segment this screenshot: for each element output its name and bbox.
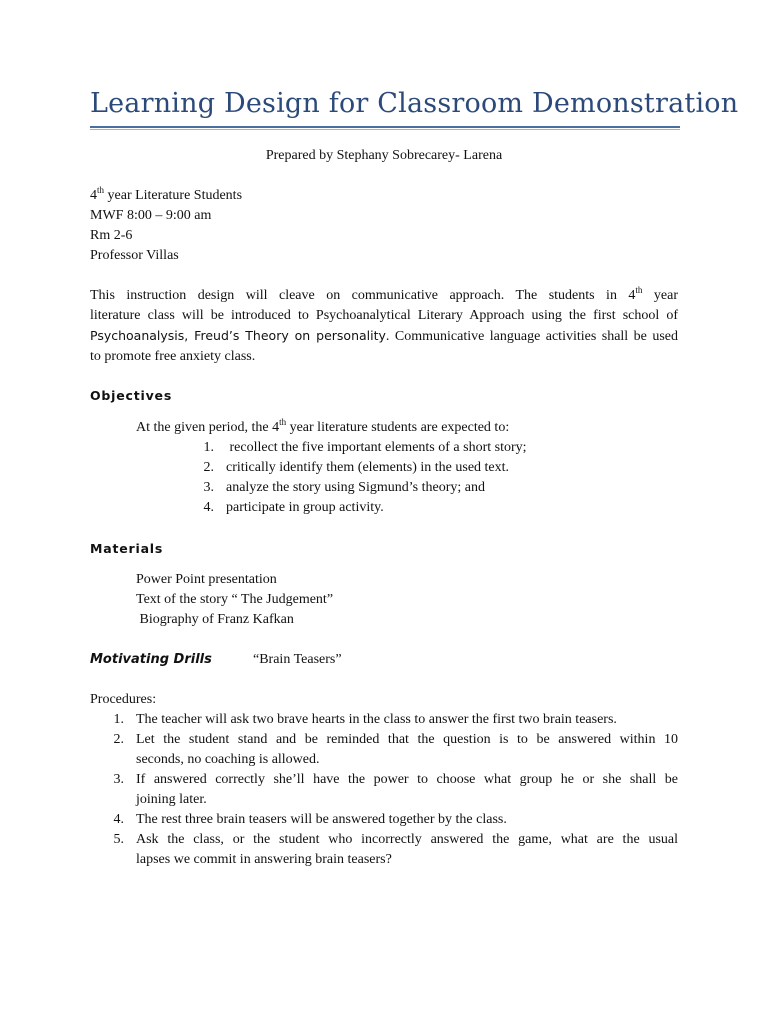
page-title: Learning Design for Classroom Demonstration	[90, 88, 739, 119]
objectives-heading: Objectives	[90, 388, 173, 403]
list-number: 3.	[113, 772, 124, 787]
list-item: critically identify them (elements) in the used text.	[226, 460, 510, 475]
procedure-line: joining later.	[136, 792, 207, 807]
intro-text: Psychoanalysis, Freud’s Theory on personality	[90, 328, 386, 343]
material-item: Biography of Franz Kafkan	[136, 612, 294, 627]
intro-paragraph	[90, 286, 678, 367]
motivating-drills-label: Motivating Drills	[90, 652, 212, 667]
material-text: Text of the story “ The Judgement”	[136, 592, 334, 607]
intro-line: to promote free anxiety class.	[90, 349, 256, 364]
intro-text: . Communicative language activities shall be used	[385, 329, 678, 344]
procedures-heading: Procedures:	[90, 692, 157, 707]
procedure-line: seconds, no coaching is allowed.	[136, 752, 320, 767]
room: Rm 2-6	[90, 228, 133, 243]
list-number: 1.	[113, 712, 124, 727]
lead-text: year literature students are expected to:	[286, 420, 510, 435]
year-text: year Literature Students	[104, 188, 243, 203]
procedure-line: The teacher will ask two brave hearts in the class to answer the first two brain teasers.	[136, 712, 617, 727]
list-number: 2.	[113, 732, 124, 747]
procedure-item	[136, 830, 678, 870]
objectives-lead	[136, 418, 509, 438]
procedure-line: If answered correctly she’ll have the power to choose what group he or she shall be	[136, 772, 678, 787]
procedure-line: Let the student stand and be reminded that the question is to be answered within 10	[136, 732, 678, 747]
list-item: analyze the story using Sigmund’s theory; and	[226, 480, 485, 495]
material-item: Power Point presentation	[136, 572, 277, 587]
list-number: 4.	[113, 812, 124, 827]
prepared-by: Prepared by Stephany Sobrecarey- Larena	[265, 148, 503, 163]
intro-line	[90, 286, 678, 306]
year-suffix: th	[97, 185, 105, 195]
year-number: 4	[90, 188, 97, 203]
lead-sup: th	[279, 417, 287, 427]
intro-line: literature class will be introduced to Psychoanalytical Literary Approach using the first school of	[90, 308, 678, 323]
procedure-item	[136, 770, 678, 810]
title-underline	[90, 126, 680, 128]
list-number: 1.	[203, 440, 214, 455]
procedure-line: The rest three brain teasers will be answered together by the class.	[136, 812, 507, 827]
procedure-item	[136, 810, 678, 830]
schedule: MWF 8:00 – 9:00 am	[90, 208, 212, 223]
list-number: 2.	[203, 460, 214, 475]
professor: Professor Villas	[90, 248, 179, 263]
procedure-item	[136, 710, 678, 730]
list-number: 5.	[113, 832, 124, 847]
title-underline-shadow	[90, 129, 680, 130]
intro-line	[90, 326, 678, 347]
list-number: 4.	[203, 500, 214, 515]
list-item: participate in group activity.	[226, 500, 384, 515]
procedure-line: lapses we commit in answering brain teasers?	[136, 852, 392, 867]
materials-heading: Materials	[90, 541, 164, 556]
list-item: recollect the five important elements of a short story;	[226, 440, 527, 455]
motivating-drills-value: “Brain Teasers”	[253, 652, 342, 667]
procedure-item	[136, 730, 678, 770]
procedure-line: Ask the class, or the student who incorrectly answered the game, what are the usual	[136, 832, 678, 847]
intro-sup: th	[635, 285, 643, 295]
material-item	[136, 590, 333, 610]
list-number: 3.	[203, 480, 214, 495]
lead-text: At the given period, the 4	[136, 420, 280, 435]
intro-text: This instruction design will cleave on communicative approach. The students in 4	[90, 288, 636, 303]
year-level	[90, 186, 242, 206]
intro-text: year	[642, 288, 678, 303]
